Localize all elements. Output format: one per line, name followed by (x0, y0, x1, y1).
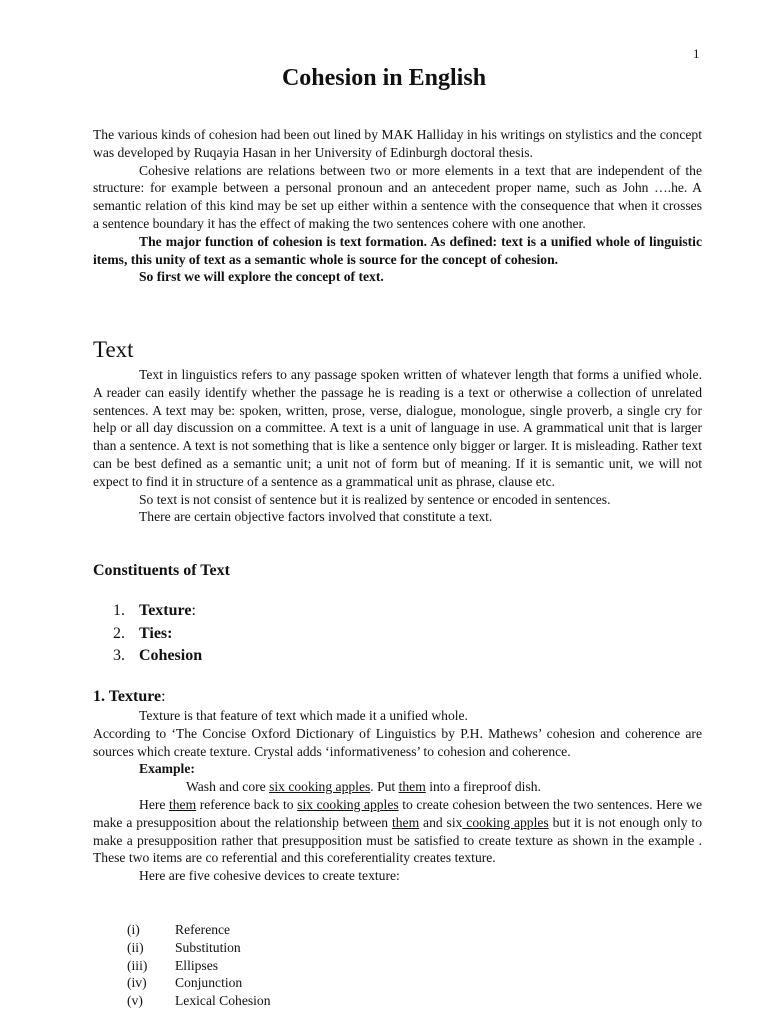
text-paragraph-2: So text is not consist of sentence but it is realized by sentence or encoded in sentences. (139, 491, 611, 507)
texture-paragraph-2: According to ‘The Concise Oxford Dictionary of Linguistics by P.H. Mathews’ cohesion and coherence are sources which create texture. Crystal adds ‘informativeness’ to cohesion and coherence. (93, 725, 702, 759)
list-item: (iii) Ellipses (127, 957, 219, 973)
text-section-body (93, 366, 702, 526)
intro-paragraph-2: Cohesive relations are relations between two or more elements in a text that are independent of the structure: for example between a personal pronoun and an antecedent proper name, such as John ….he. A semantic relation of this kind may be set up either within a sentence with the consequence that when it crosses a sentence boundary it has the effect of making the two sentences cohere with one another. (93, 162, 702, 231)
devices-intro: Here are five cohesive devices to create texture: (139, 868, 400, 884)
intro-paragraph-3: The major function of cohesion is text formation. As defined: text is a unified whole of linguistic items, this unity of text as a semantic whole is source for the concept of cohesion. (93, 233, 702, 267)
text-paragraph-1: Text in linguistics refers to any passage spoken written of whatever length that forms a unified whole. A reader can easily identify whether the passage he is reading is a text or otherwise a collection of unrelated sentences. A text may be: spoken, written, prose, verse, dialogue, monologue, single proverb, a single cry for help or all day discussion on a committee. A text is a unit of language in use. A grammatical unit that is larger than a sentence. A text is not something that is like a sentence only bigger or larger. It is misleading. Rather text can be best defined as a semantic unit; a unit not of form but of meaning. If it is semantic unit, we will not expect to find it in structure of a sentence as a grammatical unit as phrase, clause etc. (93, 367, 702, 489)
list-item: 1. Texture: (113, 602, 196, 619)
texture-explanation: Here them reference back to six cooking apples to create cohesion between the two sentences. Here we make a presupposition about the relationship between them and six cooking apples but it is not enough only to make a presupposition rather that presupposition must be satisfied to create texture as shown in the example . These two items are co referential and this coreferentiality creates texture. (93, 796, 703, 866)
intro-paragraph-1: The various kinds of cohesion had been out lined by MAK Halliday in his writings on stylistics and the concept was developed by Ruqayia Hasan in her University of Edinburgh doctoral thesis. (93, 127, 702, 160)
cohesive-devices-list (127, 921, 271, 1010)
texture-section-body (93, 707, 702, 885)
list-item: (ii) Substitution (127, 939, 241, 955)
example-sentence: Wash and core six cooking apples. Put them into a fireproof dish. (186, 779, 541, 795)
text-paragraph-3: There are certain objective factors involved that constitute a text. (139, 509, 493, 525)
section-heading-texture: 1. Texture: (93, 688, 166, 705)
list-item: (i) Reference (127, 922, 231, 937)
list-item: (v) Lexical Cohesion (127, 993, 271, 1009)
page-number: 1 (693, 46, 700, 61)
example-label: Example: (139, 761, 195, 777)
section-heading-constituents: Constituents of Text (93, 562, 230, 579)
section-heading-text: Text (93, 337, 134, 362)
page-title: Cohesion in English (281, 65, 487, 91)
intro-paragraph-4: So first we will explore the concept of text. (139, 269, 384, 285)
list-item: (iv) Conjunction (127, 975, 243, 991)
constituents-list (113, 600, 202, 668)
list-item: 3. Cohesion (113, 647, 203, 664)
texture-paragraph-1: Texture is that feature of text which made it a unified whole. (139, 708, 468, 723)
intro-section (93, 126, 702, 286)
list-item: 2. Ties: (113, 624, 173, 642)
